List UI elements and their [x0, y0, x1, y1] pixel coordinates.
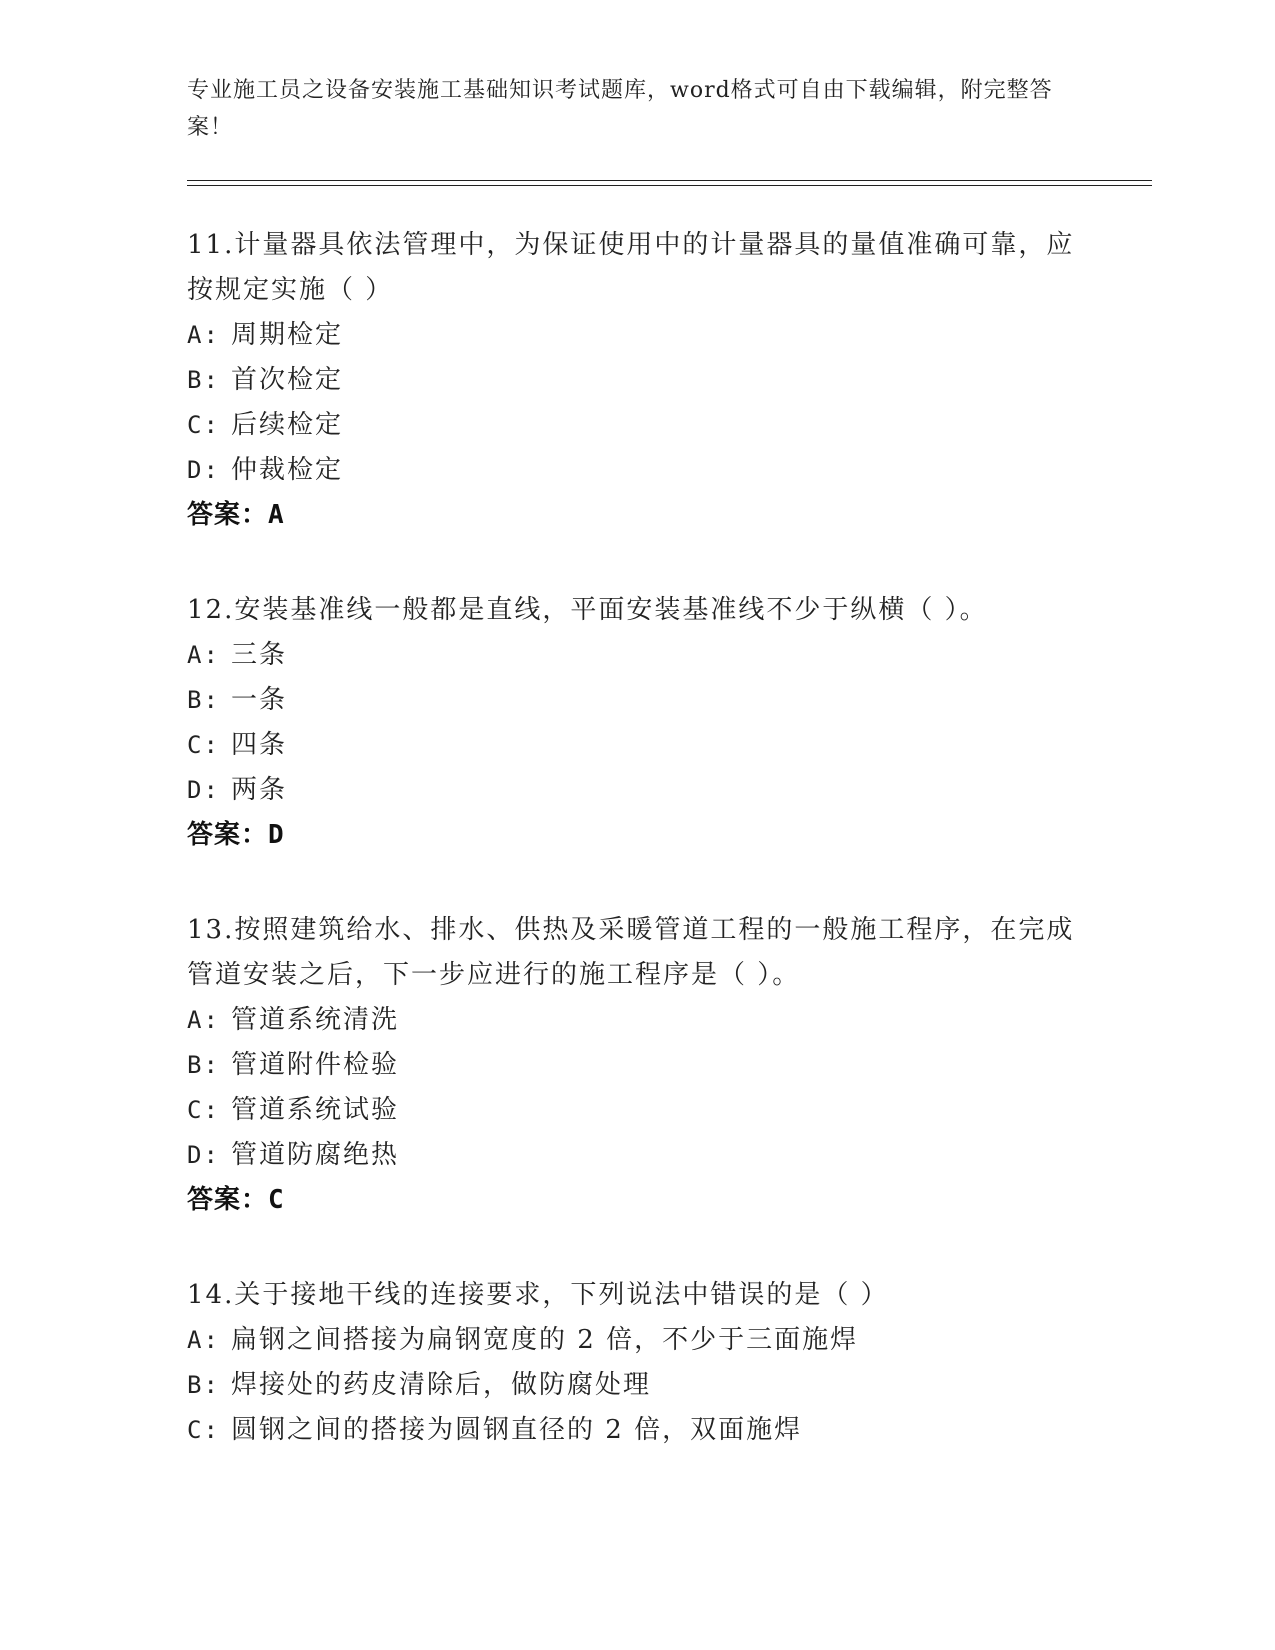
- option-text: 扁钢之间搭接为扁钢宽度的 2 倍，不少于三面施焊: [231, 1325, 859, 1355]
- option-text: 两条: [231, 775, 288, 805]
- option-d: [187, 768, 1087, 813]
- option-d: [187, 448, 1087, 493]
- option-text: 圆钢之间的搭接为圆钢直径的 2 倍，双面施焊: [231, 1415, 803, 1445]
- question-12: [187, 588, 1087, 858]
- option-text: 焊接处的药皮清除后，做防腐处理: [231, 1370, 652, 1400]
- option-c: [187, 723, 1087, 768]
- option-key: D:: [187, 456, 220, 484]
- answer-line: [187, 493, 1087, 538]
- option-key: A:: [187, 1326, 220, 1354]
- header-divider-line-secondary: [187, 185, 1152, 186]
- option-text: 周期检定: [231, 320, 344, 350]
- option-key: B:: [187, 1371, 220, 1399]
- option-key: D:: [187, 776, 220, 804]
- option-key: B:: [187, 1051, 220, 1079]
- option-text: 仲裁检定: [231, 455, 344, 485]
- option-text: 一条: [231, 685, 288, 715]
- option-key: B:: [187, 366, 220, 394]
- option-key: A:: [187, 321, 220, 349]
- option-d: [187, 1133, 1087, 1178]
- question-14: [187, 1273, 1087, 1453]
- option-text: 首次检定: [231, 365, 344, 395]
- question-stem: 13.按照建筑给水、排水、供热及采暖管道工程的一般施工程序，在完成管道安装之后，下一步应进行的施工程序是（ ）。: [187, 915, 1075, 990]
- answer-line: [187, 1178, 1087, 1223]
- answer-label: 答案：: [187, 1185, 269, 1215]
- option-b: [187, 1043, 1087, 1088]
- header-divider-line: [187, 180, 1152, 181]
- option-text: 管道防腐绝热: [231, 1140, 400, 1170]
- option-c: [187, 403, 1087, 448]
- question-11: [187, 223, 1087, 538]
- answer-value: C: [268, 1185, 285, 1215]
- answer-label: 答案：: [187, 500, 269, 530]
- option-a: [187, 313, 1087, 358]
- option-c: [187, 1408, 1087, 1453]
- option-c: [187, 1088, 1087, 1133]
- answer-value: D: [268, 820, 285, 850]
- option-text: 管道系统试验: [231, 1095, 400, 1125]
- option-key: B:: [187, 686, 220, 714]
- question-stem: 14.关于接地干线的连接要求，下列说法中错误的是（ ）: [187, 1280, 889, 1310]
- question-stem: 12.安装基准线一般都是直线，平面安装基准线不少于纵横（ ）。: [187, 595, 988, 625]
- option-key: C:: [187, 1096, 220, 1124]
- question-13: [187, 908, 1087, 1223]
- answer-value: A: [268, 500, 285, 530]
- option-text: 四条: [231, 730, 288, 760]
- option-key: C:: [187, 411, 220, 439]
- option-b: [187, 358, 1087, 403]
- option-text: 管道系统清洗: [231, 1005, 400, 1035]
- option-text: 三条: [231, 640, 288, 670]
- question-stem: 11.计量器具依法管理中，为保证使用中的计量器具的量值准确可靠，应按规定实施（ ）: [187, 230, 1075, 305]
- option-a: [187, 998, 1087, 1043]
- option-b: [187, 1363, 1087, 1408]
- option-key: A:: [187, 1006, 220, 1034]
- option-key: C:: [187, 1416, 220, 1444]
- option-a: [187, 633, 1087, 678]
- option-key: C:: [187, 731, 220, 759]
- document-header: 专业施工员之设备安装施工基础知识考试题库，word格式可自由下载编辑，附完整答案！: [187, 78, 1053, 140]
- option-text: 管道附件检验: [231, 1050, 400, 1080]
- option-a: [187, 1318, 1087, 1363]
- answer-label: 答案：: [187, 820, 269, 850]
- answer-line: [187, 813, 1087, 858]
- option-key: A:: [187, 641, 220, 669]
- option-b: [187, 678, 1087, 723]
- option-text: 后续检定: [231, 410, 344, 440]
- option-key: D:: [187, 1141, 220, 1169]
